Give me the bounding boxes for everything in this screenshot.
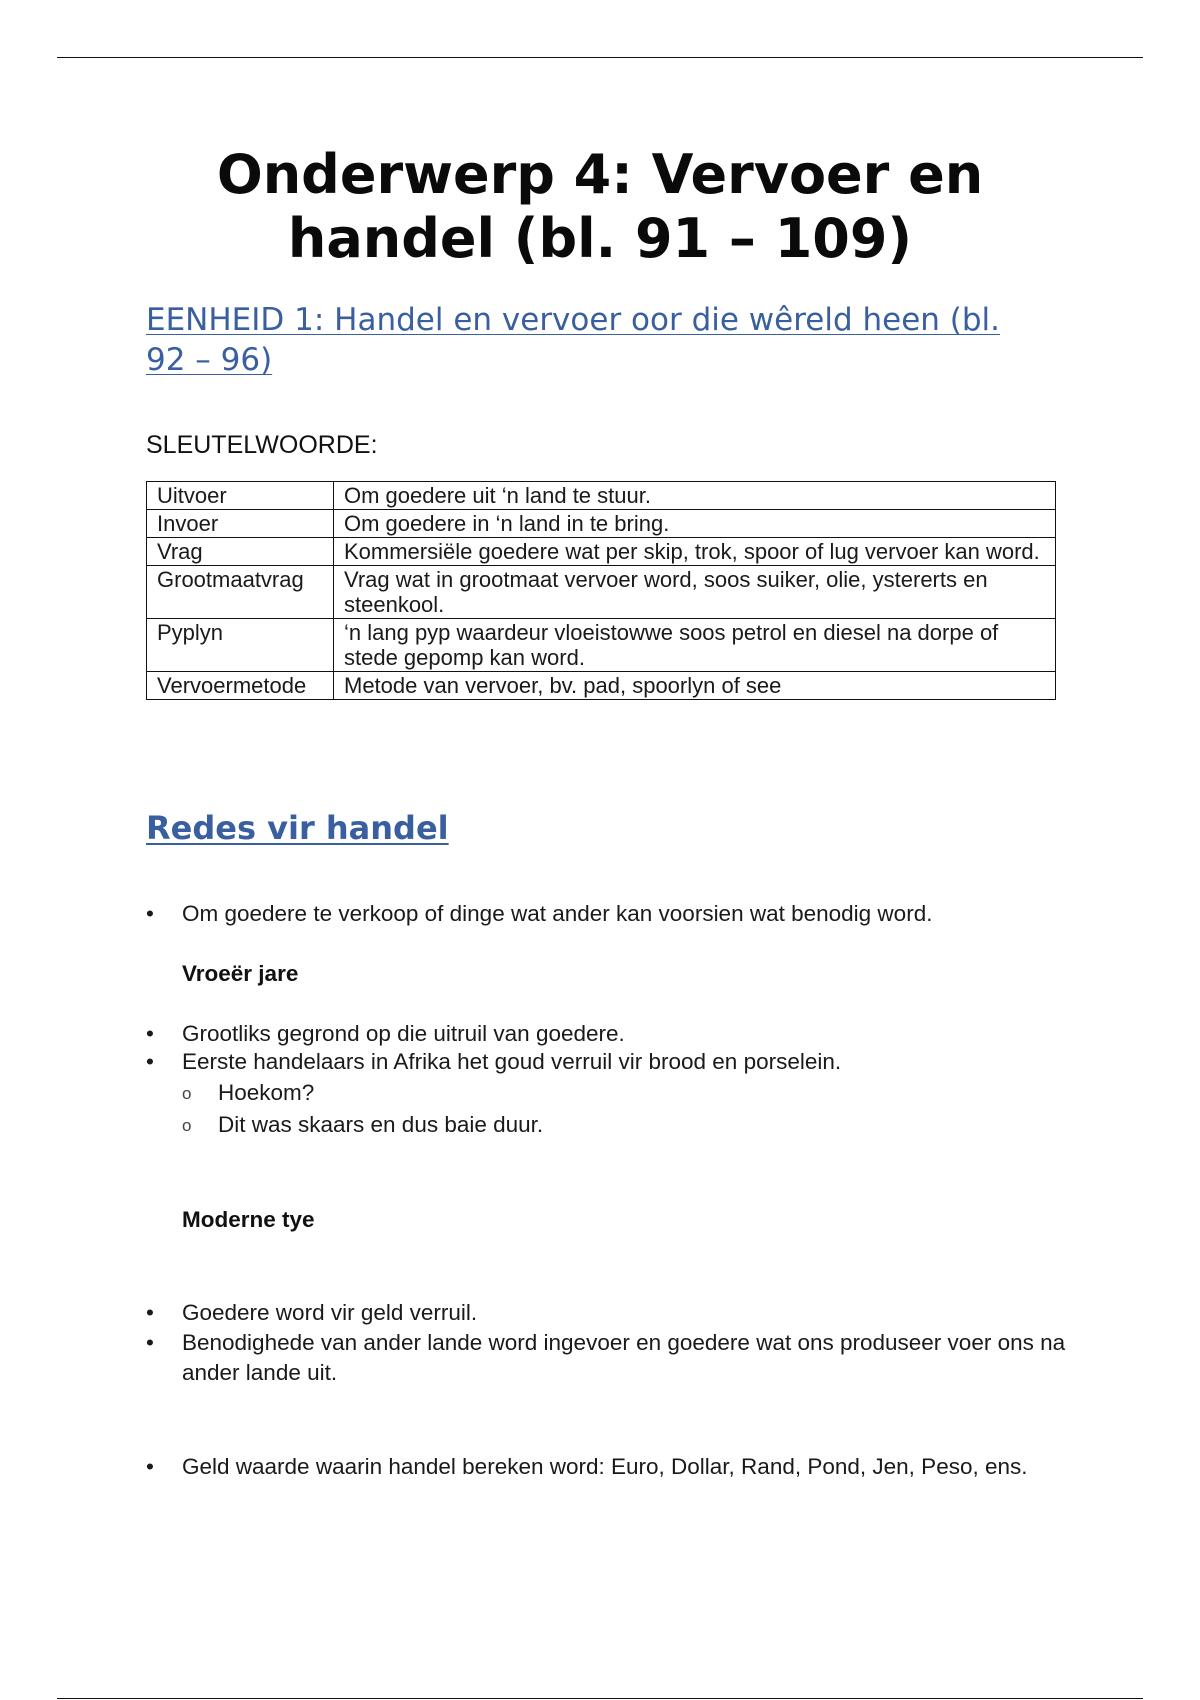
keywords-table <box>146 481 1056 700</box>
bullet-icon: • <box>146 1049 154 1074</box>
unit-heading-line-2: 92 – 96) <box>146 342 273 378</box>
list-item <box>146 1047 1066 1077</box>
circle-bullet-icon: o <box>182 1084 192 1103</box>
list-item-text: Om goedere te verkoop of dinge wat ander kan voorsien wat benodig word. <box>182 901 933 926</box>
table-row <box>147 672 1056 700</box>
table-row <box>147 510 1056 538</box>
bullet-icon: • <box>146 1454 154 1479</box>
table-row <box>147 482 1056 510</box>
sub-list-item <box>182 1110 1062 1140</box>
keyword-term: Vrag <box>147 538 334 566</box>
list-item <box>146 899 1066 929</box>
unit-heading <box>146 300 1066 380</box>
keyword-term: Grootmaatvrag <box>147 566 334 619</box>
keyword-definition: Om goedere in ‘n land in te bring. <box>334 510 1056 538</box>
bullet-icon: • <box>146 901 154 926</box>
list-item-text: Benodighede van ander lande word ingevoer en goedere wat ons produseer voer ons na ander lande uit. <box>182 1330 1066 1385</box>
list-item <box>146 1452 1066 1482</box>
sub-list-item <box>182 1078 1062 1108</box>
list-item <box>146 1298 1066 1328</box>
table-row <box>147 619 1056 672</box>
list-item-text: Eerste handelaars in Afrika het goud verruil vir brood en porselein. <box>182 1049 842 1074</box>
page-title-line-2: handel (bl. 91 – 109) <box>287 207 913 270</box>
list-item-text: Goedere word vir geld verruil. <box>182 1300 478 1325</box>
sub-list-item-text: Dit was skaars en dus baie duur. <box>218 1112 544 1137</box>
circle-bullet-icon: o <box>182 1116 192 1135</box>
keyword-term: Uitvoer <box>147 482 334 510</box>
keyword-term: Vervoermetode <box>147 672 334 700</box>
header-rule <box>57 57 1143 58</box>
keyword-definition: Om goedere uit ‘n land te stuur. <box>334 482 1056 510</box>
unit-heading-line-1: EENHEID 1: Handel en vervoer oor die wêreld heen (bl. <box>146 302 1001 338</box>
bullet-icon: • <box>146 1300 154 1325</box>
subheading-modern-times: Moderne tye <box>182 1207 315 1232</box>
keyword-definition: Vrag wat in grootmaat vervoer word, soos suiker, olie, ystererts en steenkool. <box>334 566 1056 619</box>
section-heading: Redes vir handel <box>146 809 449 847</box>
table-row <box>147 566 1056 619</box>
subheading-early-years: Vroeër jare <box>182 961 299 986</box>
list-item <box>146 1019 1066 1049</box>
sub-list-item-text: Hoekom? <box>218 1080 315 1105</box>
bullet-icon: • <box>146 1021 154 1046</box>
keywords-label: SLEUTELWOORDE: <box>146 431 378 459</box>
keyword-definition: Kommersiële goedere wat per skip, trok, spoor of lug vervoer kan word. <box>334 538 1056 566</box>
page-title-line-1: Onderwerp 4: Vervoer en <box>216 143 984 206</box>
list-item <box>146 1328 1066 1388</box>
footer-rule <box>57 1698 1143 1699</box>
list-item-text: Geld waarde waarin handel bereken word: Euro, Dollar, Rand, Pond, Jen, Peso, ens. <box>182 1454 1028 1479</box>
keyword-term: Invoer <box>147 510 334 538</box>
keyword-term: Pyplyn <box>147 619 334 672</box>
bullet-icon: • <box>146 1330 154 1355</box>
list-item-text: Grootliks gegrond op die uitruil van goedere. <box>182 1021 625 1046</box>
keyword-definition: ‘n lang pyp waardeur vloeistowwe soos petrol en diesel na dorpe of stede gepomp kan word. <box>334 619 1056 672</box>
page-title <box>100 143 1100 271</box>
keyword-definition: Metode van vervoer, bv. pad, spoorlyn of see <box>334 672 1056 700</box>
table-row <box>147 538 1056 566</box>
